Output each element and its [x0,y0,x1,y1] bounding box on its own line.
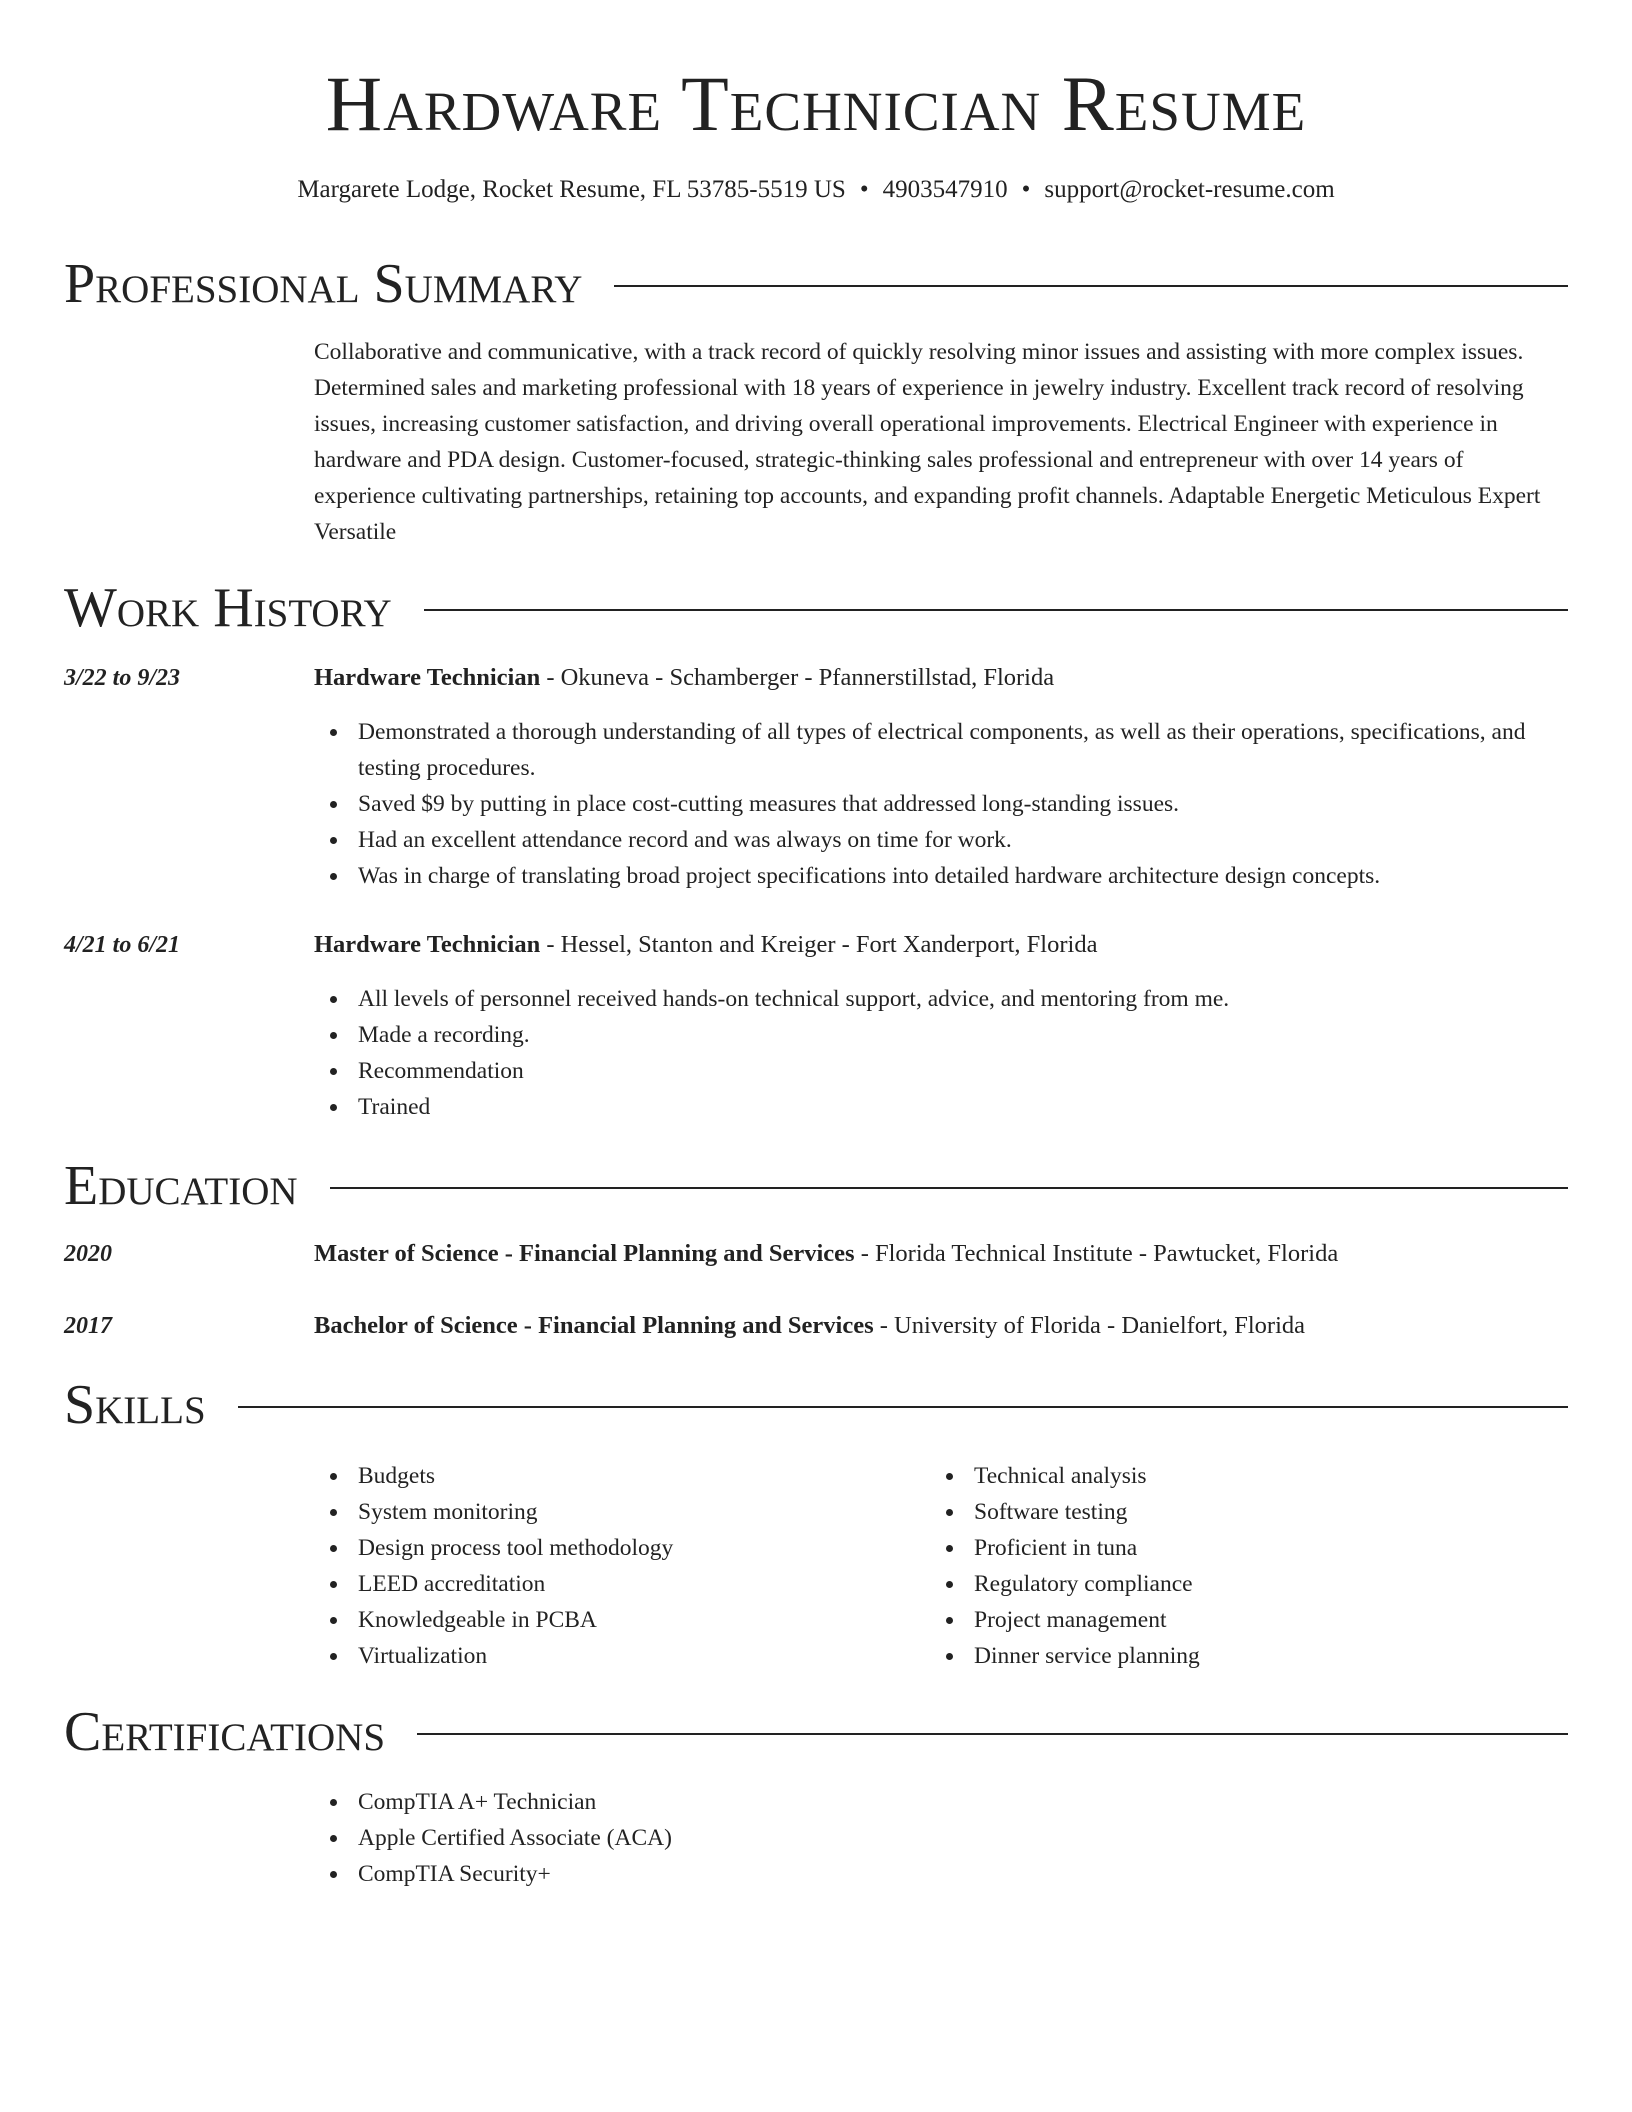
contact-email: support@rocket-resume.com [1044,176,1335,203]
list-item: Saved $9 by putting in place cost-cutting measures that addressed long-standing issues. [358,786,1568,822]
list-item: Budgets [358,1458,918,1494]
education-entry [314,1236,1568,1272]
resume-title: Hardware Technician Resume [325,60,1307,147]
summary-section-header [64,250,1568,318]
contact-address: Margarete Lodge, Rocket Resume, FL 53785-5519 US [297,176,846,203]
education-school: - Florida Technical Institute - Pawtucket, Florida [854,1240,1339,1267]
education-year: 2017 [64,1313,112,1339]
list-item: Made a recording. [358,1017,1568,1053]
list-item: Regulatory compliance [974,1566,1534,1602]
list-item: Proficient in tuna [974,1530,1534,1566]
list-item: CompTIA Security+ [358,1856,1158,1892]
section-divider [424,609,1568,611]
list-item: LEED accreditation [358,1566,918,1602]
job-employer: - Okuneva - Schamberger - Pfannerstillstad, Florida [540,664,1055,691]
list-item: Design process tool methodology [358,1530,918,1566]
job-bullets [314,714,1568,894]
skills-list-left [314,1458,918,1674]
list-item: Virtualization [358,1638,918,1674]
education-section-header [64,1152,1568,1220]
list-item: Technical analysis [974,1458,1534,1494]
education-degree: Bachelor of Science - Financial Planning and Services [314,1312,874,1339]
job-employer: - Hessel, Stanton and Kreiger - Fort Xanderport, Florida [540,931,1098,958]
list-item: Software testing [974,1494,1534,1530]
skills-list-right [930,1458,1534,1674]
certifications-section-title: Certifications [64,1701,386,1763]
job-role: Hardware Technician [314,931,541,958]
education-degree: Master of Science - Financial Planning and Services [314,1240,855,1267]
list-item: CompTIA A+ Technician [358,1784,1158,1820]
education-school: - University of Florida - Danielfort, Florida [873,1312,1306,1339]
list-item: Project management [974,1602,1534,1638]
list-item: Had an excellent attendance record and was always on time for work. [358,822,1568,858]
list-item: Apple Certified Associate (ACA) [358,1820,1158,1856]
job-heading [314,927,1568,963]
section-divider [330,1187,1568,1189]
certifications-section-header [64,1698,1568,1766]
work-section-header [64,574,1568,642]
summary-section-title: Professional Summary [64,253,583,315]
work-section-title: Work History [64,577,392,639]
job-bullets [314,981,1568,1125]
job-role: Hardware Technician [314,664,541,691]
list-item: System monitoring [358,1494,918,1530]
education-entry [314,1308,1568,1344]
education-year: 2020 [64,1241,112,1267]
job-heading [314,660,1568,696]
list-item: Was in charge of translating broad project specifications into detailed hardware architecture design concepts. [358,858,1568,894]
list-item: Trained [358,1089,1568,1125]
contact-line [0,172,1632,208]
job-dates: 3/22 to 9/23 [64,665,181,691]
skills-section-title: Skills [64,1374,206,1436]
list-item: Demonstrated a thorough understanding of all types of electrical components, as well as their operations, specifications, and testing procedures. [358,714,1568,786]
certifications-list [314,1784,1158,1892]
summary-text: Collaborative and communicative, with a track record of quickly resolving minor issues and assisting with more complex issues. Determined sales and marketing professional with 18 years of experience in jewelry industry. Excellent track record of resolving issues, increasing customer satisfaction, and driving overall operational improvements. Electrical Engineer with experience in hardware and PDA design. Customer-focused, strategic-thinking sales professional and entrepreneur with over 14 years of experience cultivating partnerships, retaining top accounts, and expanding profit channels. Adaptable Energetic Meticulous Expert Versatile [314,339,1541,545]
section-divider [417,1733,1568,1735]
list-item: Knowledgeable in PCBA [358,1602,918,1638]
contact-separator: • [859,176,869,203]
education-section-title: Education [64,1155,298,1217]
list-item: Recommendation [358,1053,1568,1089]
contact-phone: 4903547910 [882,176,1008,203]
list-item: All levels of personnel received hands-on technical support, advice, and mentoring from me. [358,981,1568,1017]
list-item: Dinner service planning [974,1638,1534,1674]
contact-separator: • [1021,176,1031,203]
job-dates: 4/21 to 6/21 [64,932,181,958]
section-divider [614,285,1568,287]
skills-section-header [64,1371,1568,1439]
section-divider [238,1406,1568,1408]
